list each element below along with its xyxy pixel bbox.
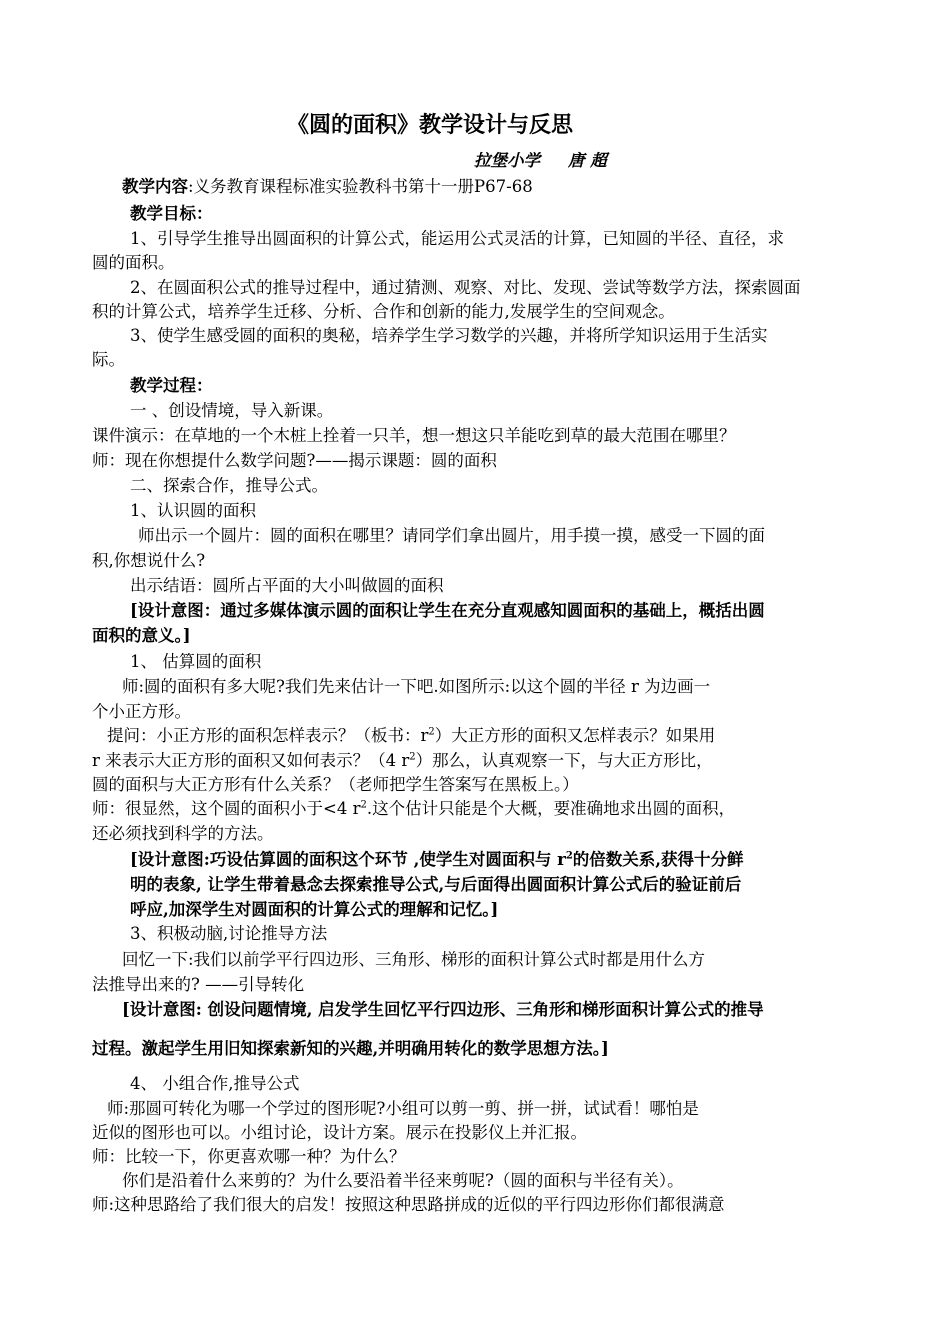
part-1-heading: 1、认识圆的面积 [130, 501, 256, 520]
goal-3-line-1: 3、使学生感受圆的面积的奥秘，培养学生学习数学的兴趣，并将所学知识运用于生活实 [130, 326, 768, 345]
goal-2-line-2: 积的计算公式，培养学生迁移、分析、合作和创新的能力,发展学生的空间观念。 [92, 302, 675, 321]
author-school: 拉堡小学 [474, 151, 540, 170]
part-4-heading: 4、 小组合作,推导公式 [130, 1074, 300, 1093]
part-2-design-intent-1: [设计意图:巧设估算圆的面积这个环节 ,使学生对圆面积与 $r^2$的倍数关系,获得十分鲜 [130, 850, 744, 869]
part-4-line-4: 你们是沿着什么来剪的？为什么要沿着半径来剪呢?（圆的面积与半径有关）。 [122, 1171, 684, 1190]
part-2-question-2: r 来表示大正方形的面积又如何表示？（4 $r^2$）那么，认真观察一下，与大正方形比， [92, 751, 713, 770]
part-4-line-3: 师：比较一下，你更喜欢哪一种？为什么？ [92, 1147, 406, 1166]
goal-2-line-1: 2、在圆面积公式的推导过程中，通过猜测、观察、对比、发现、尝试等数学方法，探索圆面 [130, 278, 801, 297]
part-2-heading: 1、 估算圆的面积 [130, 652, 262, 671]
part-2-question-3: 圆的面积与大正方形有什么关系？（老师把学生答案写在黑板上。） [92, 775, 579, 794]
part-3-heading: 3、积极动脑,讨论推导方法 [130, 924, 328, 943]
part-2-line-2: 个小正方形。 [92, 702, 191, 721]
goal-1-line-2: 圆的面积。 [92, 253, 175, 272]
goal-1-line-1: 1、引导学生推导出圆面积的计算公式，能运用公式灵活的计算，已知圆的半径、直径，求 [130, 229, 784, 248]
goals-heading: 教学目标： [130, 204, 213, 223]
part-1-line-2: 积,你想说什么? [92, 551, 206, 570]
document-title: 《圆的面积》教学设计与反思 [287, 112, 574, 138]
part-3-line-2: 法推导出来的? ——引导转化 [92, 975, 305, 994]
section-1-heading: 一 、创设情境，导入新课。 [130, 401, 334, 420]
part-1-line-3: 出示结语：圆所占平面的大小叫做圆的面积 [130, 576, 444, 595]
section-1-line-2: 师：现在你想提什么数学问题?——揭示课题：圆的面积 [92, 451, 497, 470]
part-4-line-5: 师:这种思路给了我们很大的启发！按照这种思路拼成的近似的平行四边形你们都很满意 [92, 1195, 725, 1214]
part-2-design-intent-2: 明的表象, 让学生带着悬念去探索推导公式,与后面得出圆面积计算公式后的验证前后 [130, 875, 742, 894]
part-2-teacher-1: 师：很显然，这个圆的面积小于<4 $r^2$.这个估计只能是个大概，要准确地求出圆的面积， [92, 799, 736, 818]
part-1-design-intent-2: 面积的意义。] [92, 626, 191, 645]
part-4-line-1: 师:那圆可转化为哪一个学过的图形呢?小组可以剪一剪、拼一拼，试试看！哪怕是 [107, 1099, 699, 1118]
part-3-line-1: 回忆一下:我们以前学平行四边形、三角形、梯形的面积计算公式时都是用什么方 [122, 950, 706, 969]
teaching-content-label: 教学内容 [122, 177, 188, 196]
part-1-design-intent-1: [设计意图：通过多媒体演示圆的面积让学生在充分直观感知圆面积的基础上，概括出圆 [130, 601, 765, 620]
teaching-content-text: :义务教育课程标准实验教科书第十一册P67-68 [188, 177, 533, 196]
part-2-teacher-2: 还必须找到科学的方法。 [92, 824, 274, 843]
author-name: 唐 超 [568, 151, 607, 170]
process-heading: 教学过程： [130, 376, 213, 395]
part-4-line-2: 近似的图形也可以。小组讨论，设计方案。展示在投影仪上并汇报。 [92, 1123, 587, 1142]
teaching-content [122, 175, 533, 199]
part-2-question-1: 提问：小正方形的面积怎样表示？（板书：$r^2$）大正方形的面积又怎样表示？如果用 [107, 726, 716, 745]
part-2-design-intent-3: 呼应,加深学生对圆面积的计算公式的理解和记忆。] [130, 900, 499, 919]
part-3-design-intent-1: [设计意图: 创设问题情境, 启发学生回忆平行四边形、三角形和梯形面积计算公式的推导 [122, 1000, 764, 1019]
author-line [474, 149, 607, 173]
goal-3-line-2: 际。 [92, 350, 125, 369]
section-1-line-1: 课件演示：在草地的一个木桩上拴着一只羊，想一想这只羊能吃到草的最大范围在哪里？ [92, 426, 736, 445]
section-2-heading: 二、探索合作，推导公式。 [130, 476, 328, 495]
part-3-design-intent-2: 过程。激起学生用旧知探索新知的兴趣,并明确用转化的数学思想方法。] [92, 1039, 609, 1058]
part-2-line-1: 师:圆的面积有多大呢?我们先来估计一下吧.如图所示:以这个圆的半径 r 为边画一 [122, 677, 711, 696]
part-1-line-1: 师出示一个圆片：圆的面积在哪里？请同学们拿出圆片，用手摸一摸，感受一下圆的面 [138, 526, 765, 545]
